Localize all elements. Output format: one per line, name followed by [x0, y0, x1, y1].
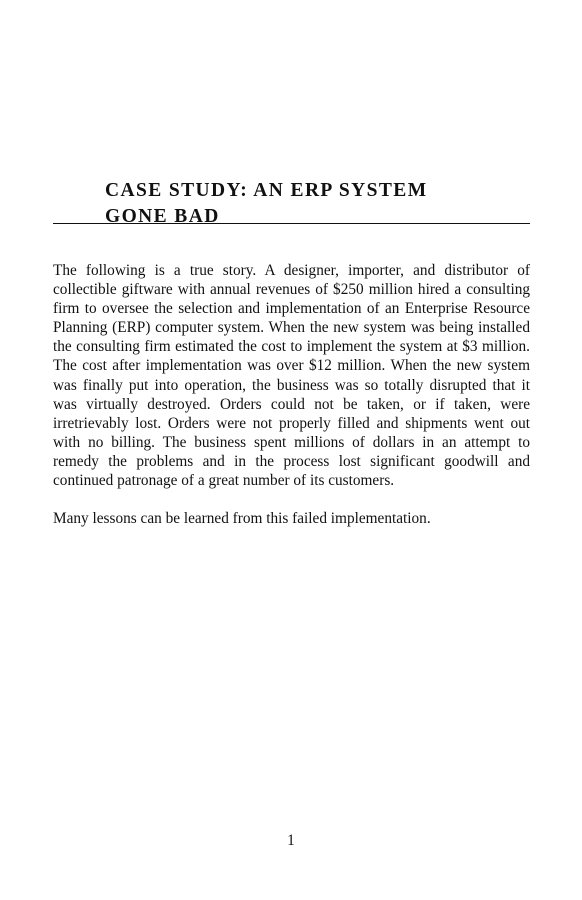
body-text	[53, 261, 530, 528]
paragraph-case-description: The following is a true story. A designer, importer, and distributor of collectible giftware with annual revenues of $250 million hired a consulting firm to oversee the selection and implementation of an Enterprise Resource Planning (ERP) computer system. When the new system was being installed the consulting firm estimated the cost to implement the system at $3 million. The cost after implementation was over $12 million. When the new system was finally put into operation, the business was so totally disrupted that it was virtually destroyed. Orders could not be taken, or if taken, were irretrievably lost. Orders were not properly filled and shipments went out with no billing. The business spent millions of dollars in an attempt to remedy the problems and in the process lost significant goodwill and continued patronage of a great number of its customers.	[53, 262, 530, 490]
page-number: 1	[287, 832, 295, 849]
paragraph-lessons: Many lessons can be learned from this failed implementation.	[53, 510, 431, 528]
heading-divider	[53, 223, 530, 224]
chapter-title-line-2: GONE BAD	[105, 206, 220, 227]
chapter-title-line-1: CASE STUDY: AN ERP SYSTEM	[105, 180, 428, 201]
